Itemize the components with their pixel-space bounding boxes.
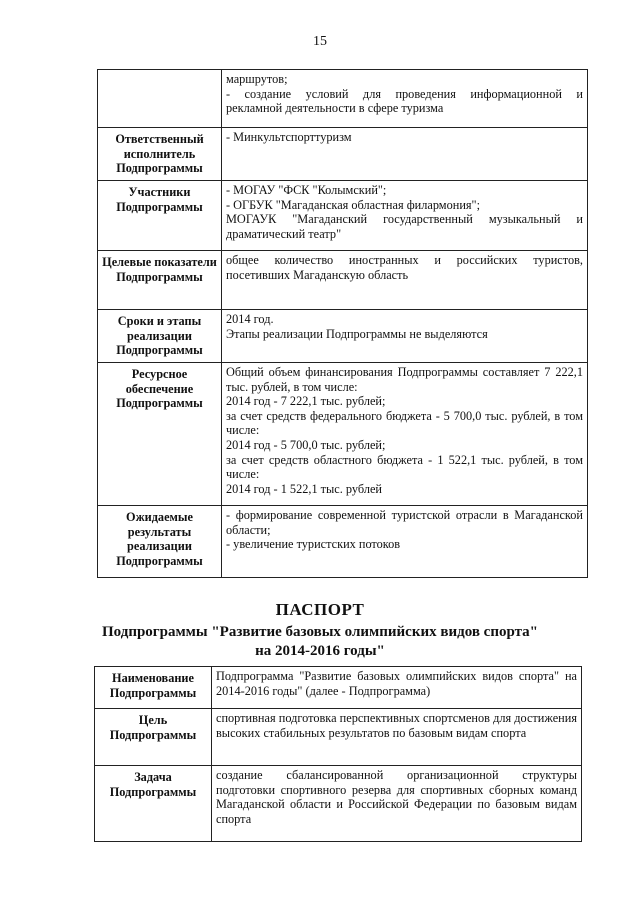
- value-line: - создание условий для проведения информационной и: [226, 86, 583, 101]
- row-value: Подпрограмма "Развитие базовых олимпийских видов спорта" на 2014-2016 годы" (далее - Подпрограмма): [212, 667, 582, 709]
- row-label: Задача Подпрограммы: [95, 766, 212, 842]
- table-row: [98, 310, 588, 363]
- value-line: - формирование современной туристской отрасли в Магаданской области;: [226, 508, 583, 537]
- table-row: [98, 128, 588, 181]
- passport-subtitle: [0, 623, 640, 661]
- row-value: [222, 506, 588, 578]
- row-value: [222, 363, 588, 506]
- value-line: 2014 год - 1 522,1 тыс. рублей: [226, 481, 383, 496]
- value-line: общее количество иностранных и российских туристов,: [226, 253, 583, 267]
- row-label: Ожидаемые результаты реализации Подпрограммы: [98, 506, 222, 578]
- row-label: Сроки и этапы реализации Подпрограммы: [98, 310, 222, 363]
- value-line: Общий объем финансирования Подпрограммы составляет 7 222,1 тыс. рублей, в том числе:: [226, 365, 583, 394]
- row-value: [222, 251, 588, 310]
- row-label: Ресурсное обеспечение Подпрограммы: [98, 363, 222, 506]
- value-line: за счет средств федерального бюджета - 5 700,0 тыс. рублей, в том числе:: [226, 408, 583, 438]
- value-line: - МОГАУ "ФСК "Колымский";: [226, 183, 387, 197]
- value-line: рекламной деятельности в сфере туризма: [226, 101, 444, 116]
- table-row: [95, 766, 582, 842]
- row-value: [222, 128, 588, 181]
- table-row: [98, 251, 588, 310]
- value-line: драматический театр": [226, 226, 342, 241]
- row-label: Участники Подпрограммы: [98, 181, 222, 251]
- table-row: [98, 70, 588, 128]
- row-label: Цель Подпрограммы: [95, 709, 212, 766]
- passport-subtitle-line: Подпрограммы "Развитие базовых олимпийских видов спорта": [102, 624, 538, 640]
- table-row: [95, 667, 582, 709]
- value-line: - увеличение туристских потоков: [226, 537, 401, 552]
- value-line: Этапы реализации Подпрограммы не выделяются: [226, 326, 488, 341]
- row-value: создание сбалансированной организационной структуры подготовки спортивного резерва для спортивных сборных команд Магаданской области и Российской Федерации по базовым видам спорта: [212, 766, 582, 842]
- subprogram-passport-table-continued: [97, 69, 588, 578]
- row-value: [222, 181, 588, 251]
- value-line: маршрутов;: [226, 72, 288, 86]
- row-label: [98, 70, 222, 128]
- page-number: 15: [313, 34, 327, 49]
- table-row: [95, 709, 582, 766]
- row-value: спортивная подготовка перспективных спортсменов для достижения высоких стабильных результатов по базовым видам спорта: [212, 709, 582, 766]
- table-row: [98, 506, 588, 578]
- row-label: Наименование Подпрограммы: [95, 667, 212, 709]
- row-value: [222, 70, 588, 128]
- value-line: посетивших Магаданскую область: [226, 267, 409, 282]
- table-row: [98, 181, 588, 251]
- value-line: - ОГБУК "Магаданская областная филармония";: [226, 197, 480, 212]
- sport-subprogram-passport-table: [94, 666, 582, 842]
- value-line: МОГАУК "Магаданский государственный музыкальный и: [226, 212, 583, 227]
- row-label: Ответственный исполнитель Подпрограммы: [98, 128, 222, 181]
- passport-subtitle-line: на 2014-2016 годы": [255, 643, 385, 659]
- value-line: 2014 год - 7 222,1 тыс. рублей;: [226, 394, 386, 409]
- value-line: - Минкультспорттуризм: [226, 130, 352, 144]
- value-line: за счет средств областного бюджета - 1 522,1 тыс. рублей, в том числе:: [226, 452, 583, 482]
- passport-title: ПАСПОРТ: [275, 600, 365, 619]
- row-label: Целевые показатели Подпрограммы: [98, 251, 222, 310]
- row-value: [222, 310, 588, 363]
- value-line: 2014 год - 5 700,0 тыс. рублей;: [226, 437, 386, 452]
- table-row: [98, 363, 588, 506]
- value-line: 2014 год.: [226, 312, 274, 326]
